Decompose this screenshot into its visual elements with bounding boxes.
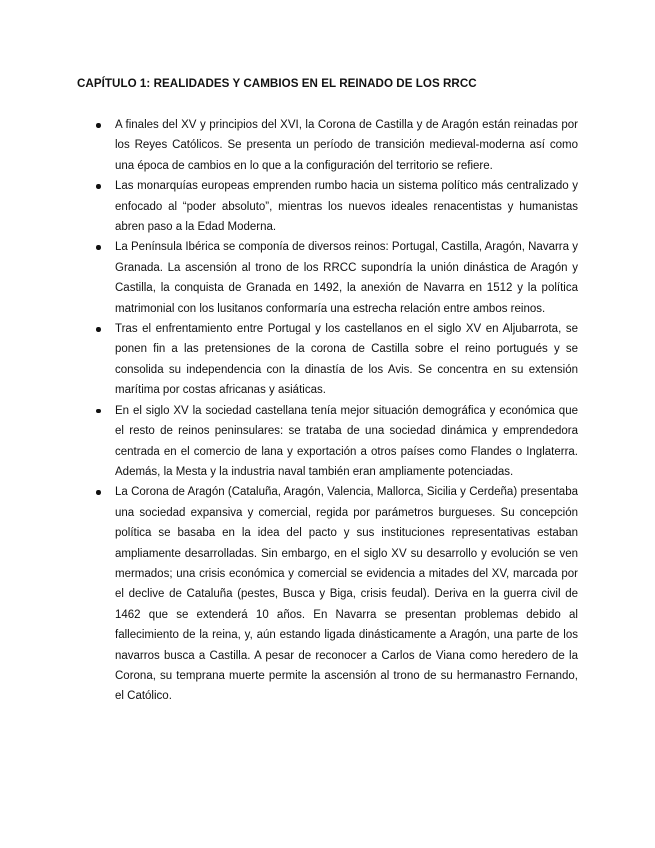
bullet-item (0, 319, 578, 401)
bullet-text: Las monarquías europeas emprenden rumbo hacia un sistema político más centralizado y enfocado al “poder absoluto”, mientras los nuevos ideales renacentistas y humanistas abren paso a la Edad Moderna. (115, 180, 578, 234)
bullet-icon (96, 327, 101, 332)
bullet-icon (96, 245, 101, 250)
bullet-icon (96, 490, 101, 495)
bullet-icon (96, 409, 101, 414)
bullet-text: A finales del XV y principios del XVI, la Corona de Castilla y de Aragón están reinadas por los Reyes Católicos. Se presenta un período de transición medieval-moderna así como una época de cambios en lo que a la configuración del territorio se refiere. (115, 119, 578, 172)
bullet-item (0, 115, 578, 176)
bullet-item (0, 401, 578, 483)
bullet-list (0, 115, 655, 707)
bullet-item (0, 482, 578, 706)
bullet-text: Tras el enfrentamiento entre Portugal y los castellanos en el siglo XV en Aljubarrota, se ponen fin a las pretensiones de la corona de Castilla sobre el reino portugués y se consolida su independencia con la dinastía de los Avis. Se concentra en su extensión marítima por costas africanas y asiáticas. (115, 323, 578, 397)
bullet-icon (96, 123, 101, 128)
bullet-text: En el siglo XV la sociedad castellana tenía mejor situación demográfica y económica que el resto de reinos peninsulares: se trataba de una sociedad dinámica y emprendedora centrada en el comercio de lana y exportación a otros países como Flandes o Inglaterra. Además, la Mesta y la industria naval también eran ampliamente potenciadas. (115, 404, 578, 478)
bullet-item (0, 237, 578, 319)
bullet-text: La Península Ibérica se componía de diversos reinos: Portugal, Castilla, Aragón, Navarra y Granada. La ascensión al trono de los RRCC supondría la unión dinástica de Aragón y Castilla, la conquista de Granada en 1492, la anexión de Navarra en 1512 y la política matrimonial con los lusitanos conformaría una estrecha relación entre ambos reinos. (115, 241, 578, 315)
bullet-icon (96, 184, 101, 189)
bullet-item (0, 176, 578, 237)
bullet-text: La Corona de Aragón (Cataluña, Aragón, Valencia, Mallorca, Sicilia y Cerdeña) presentaba una sociedad expansiva y comercial, regida por parámetros burgueses. Su concepción política se basaba en la idea del pacto y sus instituciones representativas estaban ampliamente desarrolladas. Sin embargo, en el siglo XV su desarrollo y evolución se ven mermados; una crisis económica y comercial se evidencia a mitades del XV, marcada por el declive de Cataluña (pestes, Busca y Biga, crisis feudal). Deriva en la guerra civil de 1462 que se extenderá 10 años. En Navarra se presentan problemas debido al fallecimiento de la reina, y, aún estando ligada dinásticamente a Aragón, una parte de los navarros busca a Castilla. A pesar de reconocer a Carlos de Viana como heredero de la Corona, su temprana muerte permite la ascensión al trono de su hermanastro Fernando, el Católico. (115, 486, 578, 703)
chapter-title: CAPÍTULO 1: REALIDADES Y CAMBIOS EN EL REINADO DE LOS RRCC (77, 77, 477, 90)
